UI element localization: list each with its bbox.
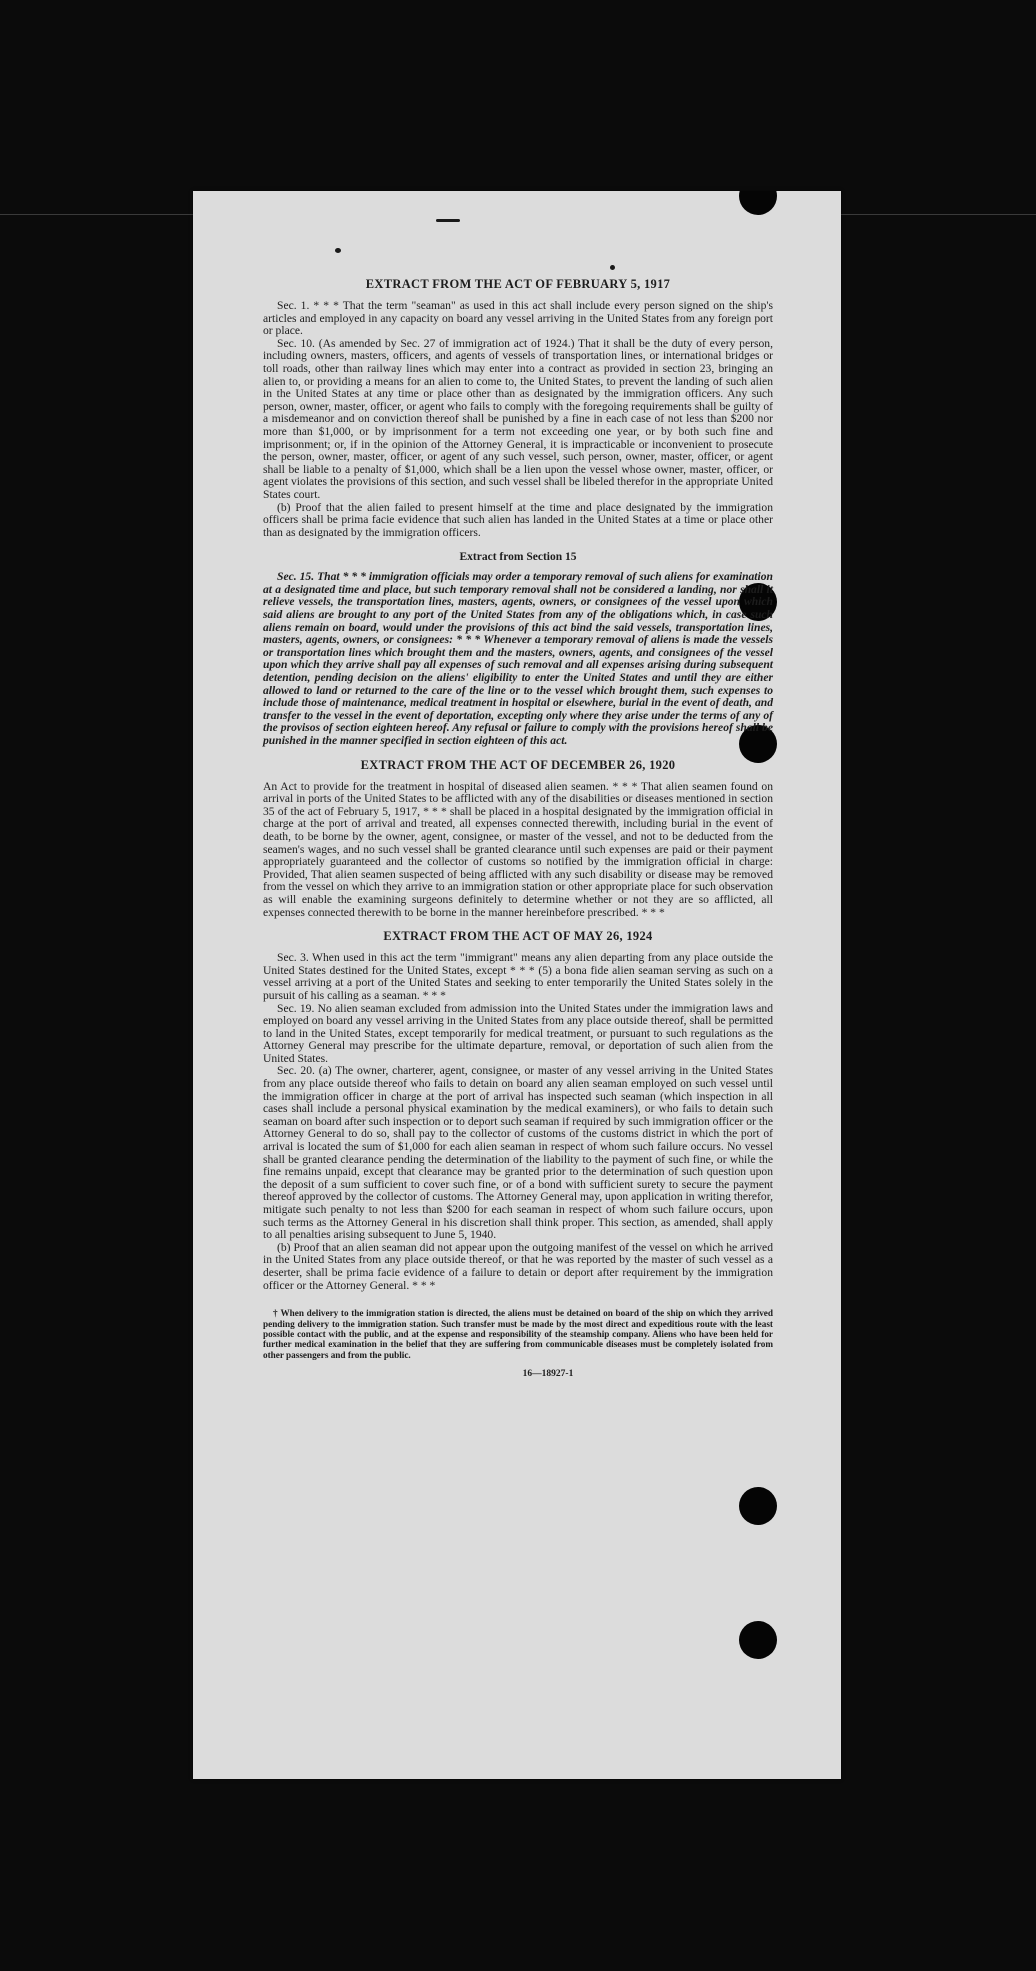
form-code: 16—18927-1	[522, 1369, 574, 1380]
paper-speck	[610, 265, 615, 270]
paragraph-sec-3: Sec. 3. When used in this act the term "immigrant" means any alien departing from any place outside the United States destined for the United States, except * * * (5) a bona fide alien seaman serving as such on a vessel arriving at a port of the United States and seeking to enter temporarily the United States solely in the pursuit of his calling as a seaman. * * *	[263, 951, 773, 1002]
section-act-1924	[263, 929, 773, 1292]
document-page	[193, 191, 841, 1779]
paragraph-sec-19: Sec. 19. No alien seaman excluded from admission into the United States under the immigration laws and employed on board any vessel arriving in the United States from any place outside thereof, shall be permitted to land in the United States, except temporarily for medical treatment, or pursuant to such regulations as the Attorney General may prescribe for the ultimate departure, removal, or deportation of such alien from the United States.	[263, 1001, 773, 1065]
document-content	[263, 277, 773, 1379]
section-subheading: Extract from Section 15	[459, 551, 577, 564]
paragraph-sec-10-b: (b) Proof that the alien failed to present himself at the time and place designated by the immigration officers shall be prima facie evidence that such alien has landed in the United States at a time or place other than as designated by the immigration officers.	[263, 500, 773, 539]
section-act-1920	[263, 758, 773, 920]
punch-hole	[739, 1487, 777, 1525]
paragraph-sec-20-a: Sec. 20. (a) The owner, charterer, agent, consignee, or master of any vessel arriving in the United States from any place outside thereof who fails to detain on board any alien seaman employed on such vessel until the immigration officer in charge at the port of arrival has inspected such seaman (which inspection in all cases shall include a personal physical examination by the medical examiners), or who fails to detain such seaman on board after such inspection or to deport such seaman if required by such immigration officer or the Attorney General to do so, shall pay to the collector of customs of the customs district in which the port of arrival is located the sum of $1,000 for each alien seaman in respect of whom such failure occurs. No vessel shall be granted clearance pending the determination of the liability to the payment of such fine, or while the fine remains unpaid, except that clearance may be granted prior to the determination of such question upon the deposit of a sum sufficient to cover such fine, or of a bond with sufficient surety to secure the payment thereof approved by the collector of customs. The Attorney General may, upon application in writing therefor, mitigate such penalty to not less than $200 for each seaman in respect of whom such failure occurs, upon such terms as the Attorney General in his discretion shall think proper. This section, as amended, shall apply to all penalties arising subsequent to June 5, 1940.	[263, 1064, 773, 1242]
section-extract-15	[263, 551, 773, 747]
paper-speck	[436, 219, 460, 222]
paragraph-act-1920: An Act to provide for the treatment in hospital of diseased alien seamen. * * * That alien seamen found on arrival in ports of the United States to be afflicted with any of the disabilities or diseases mentioned in section 35 of the act of February 5, 1917, * * * shall be placed in a hospital designated by the immigration official in charge at the port of arrival and treated, all expenses connected therewith, including burial in the event of death, to be borne by the owner, agent, consignee, or master of the vessel, and not to be deducted from the seamen's wages, and no such vessel shall be granted clearance until such expenses are paid or their payment appropriately guaranteed and the collector of customs so notified by the immigration official in charge: Provided, That alien seamen suspected of being afflicted with any such disability or disease may be removed from the vessel on which they arrive to an immigration station or other appropriate place for such observation as will enable the examining surgeons definitely to determine whether or not they are so afflicted, all expenses connected therewith to be borne in the manner hereinbefore prescribed. * * *	[263, 779, 773, 919]
section-heading: EXTRACT FROM THE ACT OF MAY 26, 1924	[383, 929, 653, 944]
paragraph-sec-20-b: (b) Proof that an alien seaman did not appear upon the outgoing manifest of the vessel on which he arrived in the United States from any place outside thereof, or that he was reported by the master of such vessel as a deserter, shall be prima facie evidence of a failure to detain or deport after requirement by the immigration officer or the Attorney General. * * *	[263, 1240, 773, 1292]
section-act-1917	[263, 277, 773, 539]
paragraph-sec-1: Sec. 1. * * * That the term "seaman" as used in this act shall include every person signed on the ship's articles and employed in any capacity on board any vessel arriving in the United States from any foreign port or place.	[263, 299, 773, 338]
paragraph-sec-10: Sec. 10. (As amended by Sec. 27 of immigration act of 1924.) That it shall be the duty of every person, including owners, masters, officers, and agents of vessels of transportation lines, or international bridges or toll roads, other than railway lines which may enter into a contract as provided in section 23, bringing an alien to, or providing a means for an alien to come to, the United States, to prevent the landing of such alien in the United States at any time or place other than as designated by the immigration officers. Any such person, owner, master, officer, or agent who fails to comply with the foregoing requirements shall be guilty of a misdemeanor and on conviction thereof shall be punished by a fine in each case of not less than $200 nor more than $1,000, or by imprisonment for a term not exceeding one year, or by both such fine and imprisonment; or, if in the opinion of the Attorney General, it is impracticable or inconvenient to prosecute the person, owner, master, officer, or agent of any such vessel, such person, owner, master, officer, or agent shall be liable to a penalty of $1,000, which shall be a lien upon the vessel whose owner, master, officer, or agent violates the provisions of this section, and such vessel shall be libeled therefor in the appropriate United States court.	[263, 336, 773, 501]
paper-speck	[335, 248, 341, 253]
punch-hole	[739, 1621, 777, 1659]
section-heading: EXTRACT FROM THE ACT OF FEBRUARY 5, 1917	[365, 277, 671, 291]
paragraph-sec-15: Sec. 15. That * * * immigration officials may order a temporary removal of such aliens for examination at a designated time and place, but such temporary removal shall not be considered a landing, nor shall it relieve vessels, the transportation lines, masters, agents, owners, or consignees of the vessel upon which said aliens are brought to any port of the United States from any of the obligations which, in case such aliens remain on board, would under the provisions of this act bind the said vessels, transportation lines, masters, agents, owners, or consignees: * * * Whenever a temporary removal of aliens is made the vessels or transportation lines which brought them and the masters, owners, agents, and consignees of the vessel upon which they arrive shall pay all expenses of such removal and all expenses arising during subsequent detention, pending decision on the aliens' eligibility to enter the United States and until they are either allowed to land or returned to the care of the line or to the vessel which brought them, such expenses to include those of maintenance, medical treatment in hospital or elsewhere, burial in the event of death, and transfer to the vessel in the event of deportation, excepting only where they arise under the terms of any of the provisos of section eighteen hereof. Any refusal or failure to comply with the provisions hereof shall be punished in the manner specified in section eighteen of this act.	[263, 570, 773, 747]
punch-hole	[739, 191, 777, 215]
footnote: † When delivery to the immigration station is directed, the aliens must be detained on board of the ship on which they arrived pending delivery to the immigration station. Such transfer must be made by the most direct and expeditious route with the least possible contact with the public, and at the expense and responsibility of the steamship company. Aliens who have been held for further medical examination in the belief that they are suffering from communicable diseases must be completely isolated from other passengers and from the public.	[263, 1308, 773, 1360]
section-heading: EXTRACT FROM THE ACT OF DECEMBER 26, 1920	[360, 757, 676, 772]
